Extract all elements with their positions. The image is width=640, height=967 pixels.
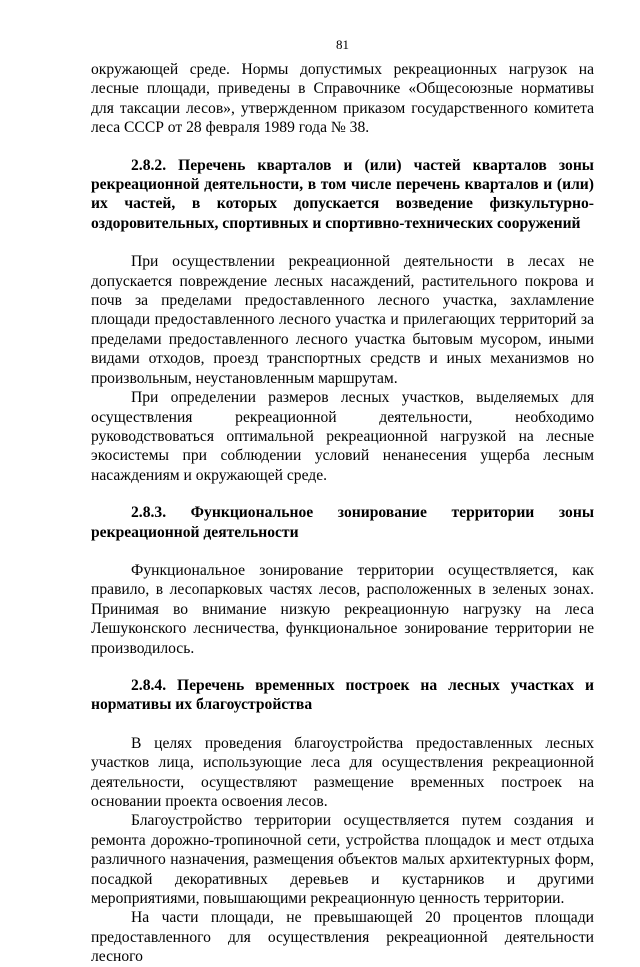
section-2-8-4-paragraph-2: Благоустройство территории осуществляется путем создания и ремонта дорожно-тропиночной сети, устройства площадок и мест отдыха различного назначения, размещения объектов малых архитектурных форм, посадкой декоративных деревьев и кустарников и другими мероприятиями, повышающими рекреационную ценность территории. (91, 812, 594, 908)
intro-paragraph: окружающей среде. Нормы допустимых рекреационных нагрузок на лесные площади, приведены в Справочнике «Общесоюзные нормативы для таксации лесов», утвержденном приказом государственного комитета леса СССР от 28 февраля 1989 года № 38. (91, 61, 594, 137)
section-2-8-4-paragraph-3: На части площади, не превышающей 20 процентов площади предоставленного для осуществления рекреационной деятельности лесного (91, 909, 594, 966)
section-heading-2-8-3: 2.8.3. Функциональное зонирование территории зоны рекреационной деятельности (91, 504, 594, 541)
section-heading-2-8-2: 2.8.2. Перечень кварталов и (или) частей кварталов зоны рекреационной деятельности, в том числе перечень кварталов и (или) их частей, в которых допускается возведение физкультурно-оздоровительных, спортивных и спортивно-технических сооружений (91, 156, 594, 232)
section-2-8-2-paragraph-1: При осуществлении рекреационной деятельности в лесах не допускается повреждение лесных насаждений, растительного покрова и почв за пределами предоставленного лесного участка, захламление площади предоставленного лесного участка и прилегающих территорий за пределами предоставленного лесного участка бытовым мусором, иными видами отходов, проезд транспортных средств и иных механизмов но произвольным, неустановленным маршрутам. (91, 253, 594, 387)
section-2-8-4-paragraph-1: В целях проведения благоустройства предоставленных лесных участков лица, использующие леса для осуществления рекреационной деятельности, осуществляют размещение временных построек на основании проекта освоения лесов. (91, 734, 594, 810)
page-content (91, 60, 594, 967)
section-2-8-2-paragraph-2: При определении размеров лесных участков, выделяемых для осуществления рекреационной деятельности, необходимо руководствоваться оптимальной рекреационной нагрузкой на лесные экосистемы при соблюдении условий ненанесения ущерба лесным насаждениям и окружающей среде. (91, 389, 594, 484)
page-number: 81 (336, 37, 349, 52)
section-heading-2-8-4: 2.8.4. Перечень временных построек на лесных участках и нормативы их благоустройства (91, 676, 594, 714)
section-2-8-3-paragraph-1: Функциональное зонирование территории осуществляется, как правило, в лесопарковых частях лесов, расположенных в зеленых зонах. Принимая во внимание низкую рекреационную нагрузку на леса Лешуконского лесничества, функциональное зонирование территории не производилось. (91, 561, 594, 657)
